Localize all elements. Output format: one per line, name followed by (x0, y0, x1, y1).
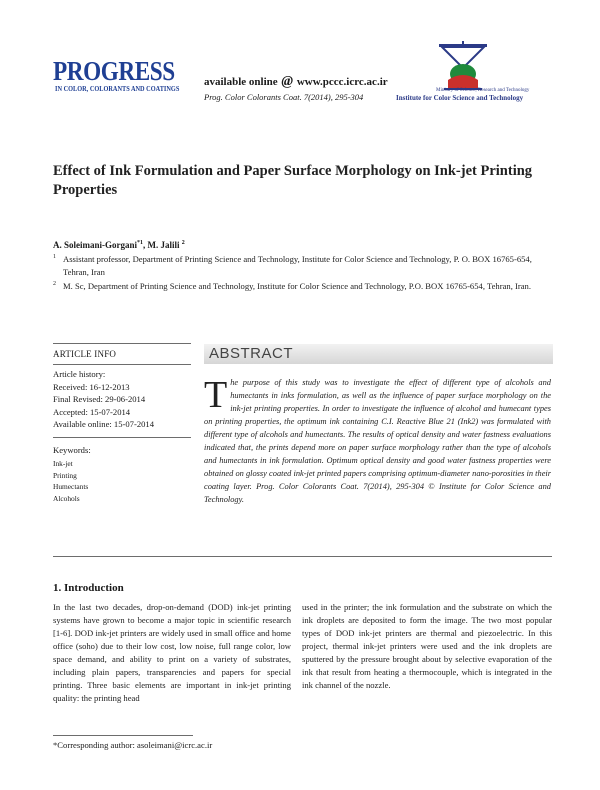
journal-website-link[interactable]: www.pccc.icrc.ac.ir (296, 76, 388, 88)
affiliation-1 (53, 253, 548, 279)
article-history (53, 368, 154, 431)
authors (53, 240, 185, 250)
author-1: A. Soleimani-Gorgani (53, 240, 138, 250)
article-info-top-rule (53, 343, 191, 344)
received-date: Received: 16-12-2013 (53, 381, 130, 392)
abstract-text: he purpose of this study was to investigate the effect of different type of alcohols and humectants in inks formulation, as well as the influence of paper surface morphology on the ink-jet printing properties. In order to investigate the influence of alcohol and humecant types on printing properties, the optimum ink containing C.I. Reactive Blue 21 (Ink2) was formulated with different type of alcohols and humectants. The results of optical density and water fastness evaluations indicated that, the prints depend more on paper surface morphology rather than the type of alcohols and humectants in ink formulation. Optimum optical density and good water fastness properties were obtained on glossy coated ink-jet printed papers comprising optimum-diameter nano-porosities in their coating layer. Prog. Color Colorants Coat. 7(2014), 295-304 © Institute for Color Science and Technology. (204, 378, 551, 504)
keyword-item: Humectants (53, 482, 89, 491)
keywords-list (53, 458, 88, 504)
introduction-column-2: used in the printer; the ink formulation and the substrate on which the ink droplets are deposited to form the image. The two most popular types of DOD ink-jet printers are thermal and piezoelectric. In this project, thermal ink-jet printers were used and the ink droplets are sputtered by the pressure brought about by selective evaporation of the ink that result from heating a thermocouple, which is integrated in the ink channel of the nozzle. (302, 602, 552, 690)
keyword-item: Printing (53, 470, 77, 480)
institute-emblem-icon (436, 40, 490, 92)
introduction-column-1: In the last two decades, drop-on-demand (DOD) ink-jet printing systems have grown to become a major topic in scientific research [1-6]. DOD ink-jet printers are widely used in small office and home office (soho) due to their low cost, low noise, full range color, low space demand, and ability to print on a variety of substrates, including plain papers, transparencies and papers for special printing. Three basic elements are important in ink-jet printing quality: the printing head (53, 602, 291, 703)
history-label: Article history: (53, 369, 106, 379)
final-revised-date: Final Revised: 29-06-2014 (53, 394, 146, 404)
author-1-sup: *1 (137, 240, 144, 246)
introduction-heading: 1. Introduction (53, 582, 124, 594)
footnote-rule (53, 735, 193, 736)
abstract-heading: ABSTRACT (209, 345, 294, 362)
corresponding-author-footnote: *Corresponding author: asoleimani@icrc.ac.ir (53, 740, 213, 750)
affiliation-1-text: Assistant professor, Department of Printing Science and Technology, Institute for Color Science and Technology, P. O. BOX 16765-654, Tehran, Iran (63, 254, 532, 277)
article-info-heading: ARTICLE INFO (53, 349, 117, 359)
available-online-label: available online (204, 76, 278, 88)
author-2: M. Jalili (147, 240, 180, 250)
author-2-sup: 2 (181, 240, 185, 246)
paper-title: Effect of Ink Formulation and Paper Surface Morphology on Ink-jet Printing Properties (53, 163, 533, 198)
at-icon: @ (281, 74, 294, 89)
institute-name: Institute for Color Science and Technology (396, 94, 524, 102)
keyword-item: Ink-jet (53, 459, 73, 468)
section-rule (53, 556, 552, 557)
journal-logo-subtitle: IN COLOR, COLORANTS AND COATINGS (55, 85, 180, 93)
author-separator: , (143, 240, 148, 250)
affiliation-2-number: 2 (53, 281, 56, 287)
available-online (204, 74, 388, 90)
keywords-label: Keywords: (53, 445, 91, 455)
affiliation-2-text: M. Sc, Department of Printing Science and Technology, Institute for Color Science and Technology, P.O. BOX 16765-654, Tehran, Iran. (63, 281, 531, 291)
article-info-rule (53, 364, 191, 365)
keywords-rule (53, 437, 191, 438)
abstract-body (204, 376, 551, 506)
accepted-date: Accepted: 15-07-2014 (53, 406, 131, 417)
affiliation-2 (53, 280, 548, 293)
abstract-dropcap: T (204, 374, 228, 416)
journal-logo: PROGRESS (53, 56, 175, 86)
available-online-date: Available online: 15-07-2014 (53, 419, 155, 429)
header-citation: Prog. Color Colorants Coat. 7(2014), 295-304 (204, 92, 364, 102)
keyword-item: Alcohols (53, 493, 80, 503)
institute-ministry: Ministry of Science, Research and Technology (436, 88, 530, 93)
affiliation-1-number: 1 (53, 254, 56, 260)
